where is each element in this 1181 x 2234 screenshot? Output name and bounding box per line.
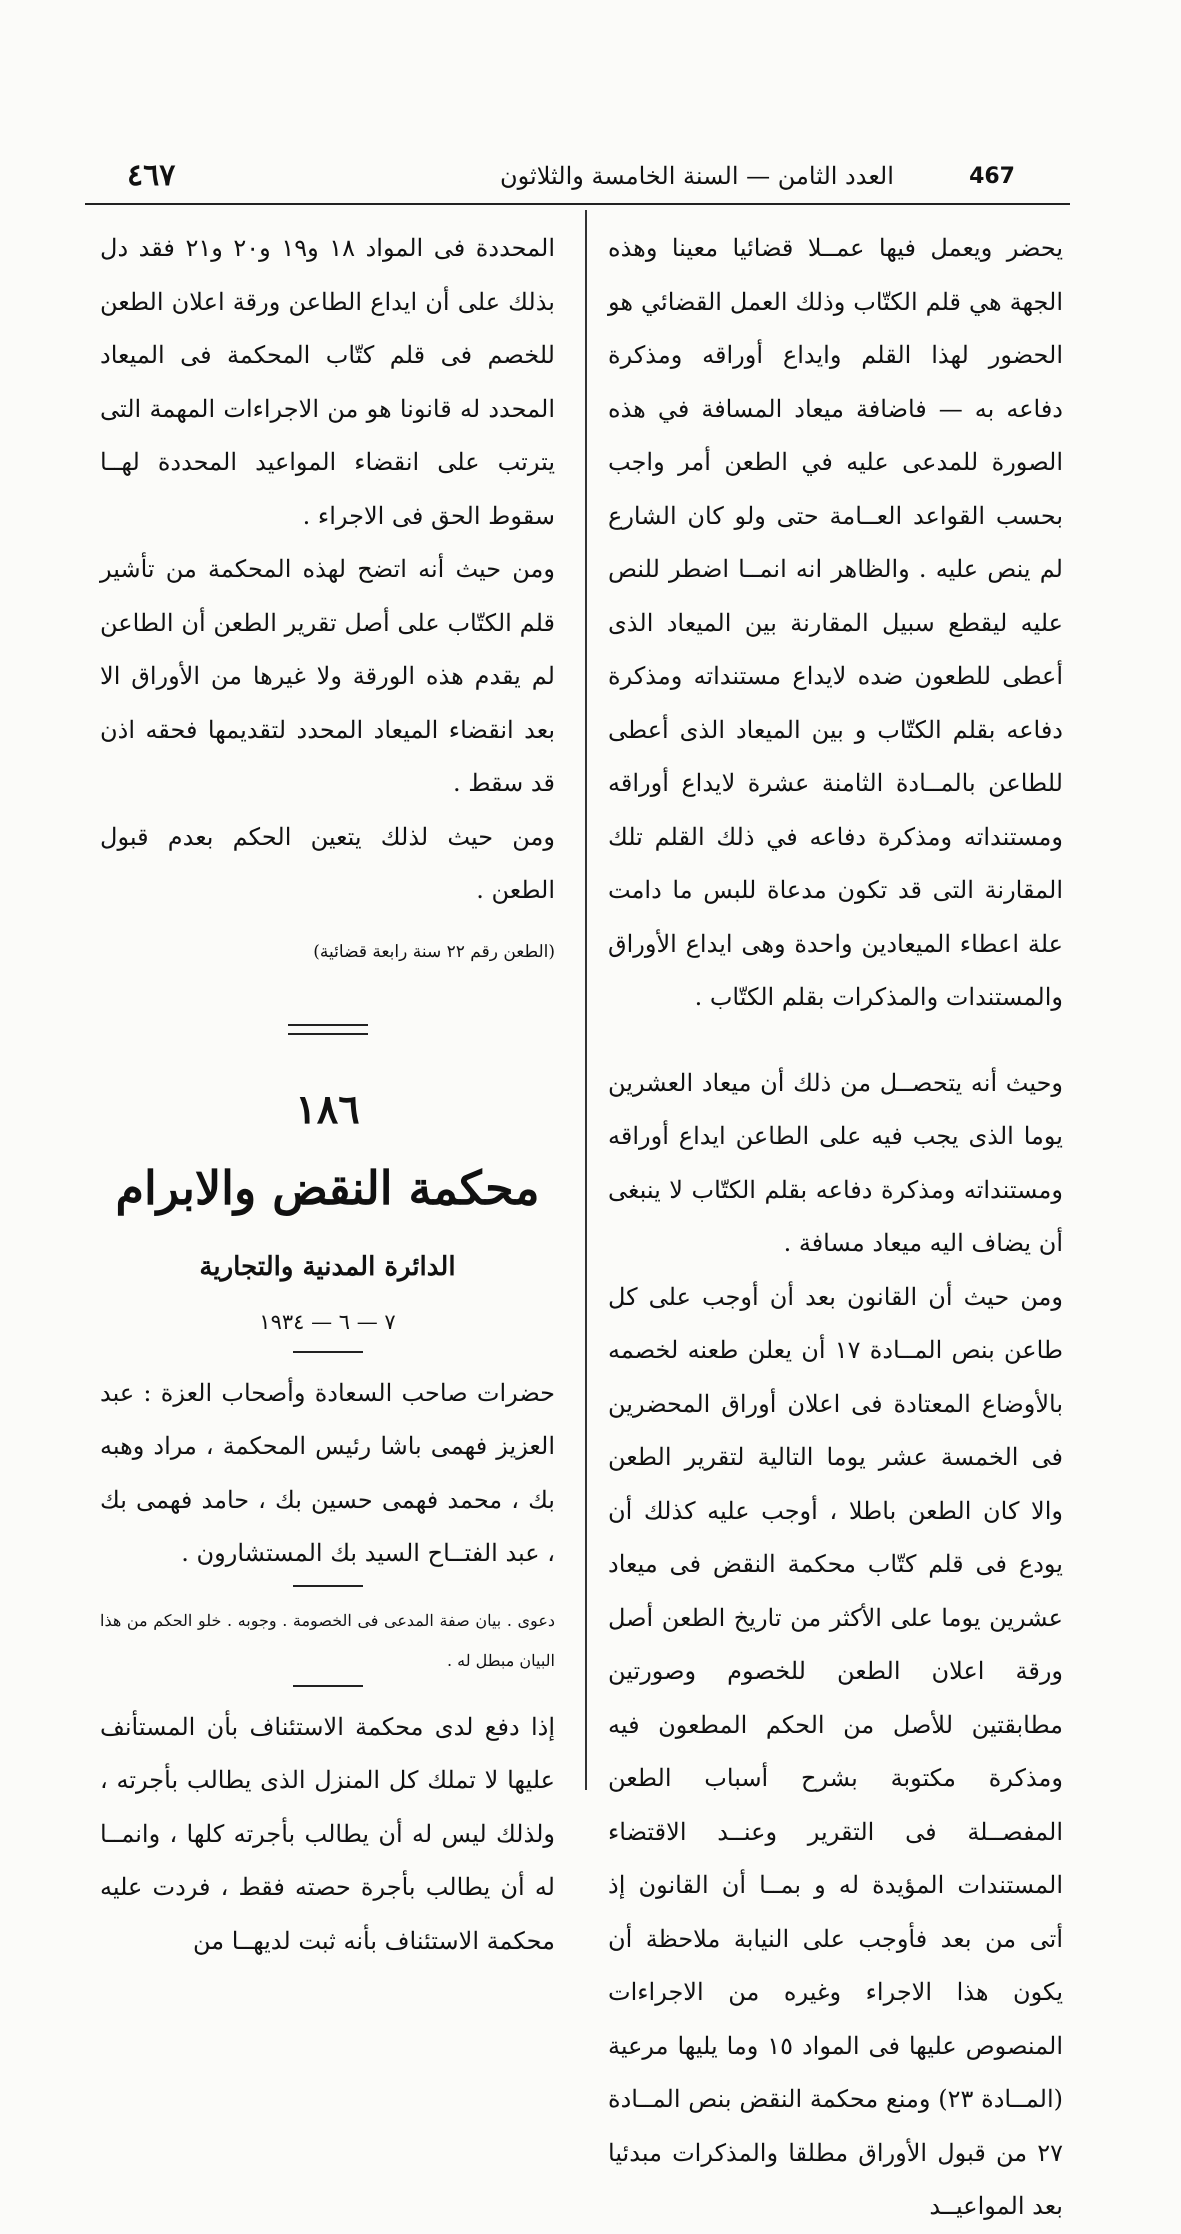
left-paragraph-3: ومن حيث لذلك يتعين الحكم بعدم قبول الطعن . [100,822,555,904]
page-header [95,158,1055,198]
right-column [608,222,1063,2234]
running-title: العدد الثامن — السنة الخامسة والثلاثون [500,162,894,190]
left-paragraph-2: ومن حيث أنه اتضح لهذه المحكمة من تأشير قلم الكتّاب على أصل تقرير الطعن أن الطاعن لم يقدم هذه الورقة ولا غيرها من الأوراق الا بعد انقضاء الميعاد المحدد لتقديمها فحقه اذن قد سقط . [100,555,555,797]
left-paragraph-1: المحددة فى المواد ١٨ و١٩ و٢٠ و٢١ فقد دل بذلك على أن ايداع الطاعن ورقة اعلان الطعن للخصم فى قلم كتّاب المحكمة فى الميعاد المحدد له قانونا هو من الاجراءات المهمة التى يترتب على انقضاء المواعيد المحددة لهــا سقوط الحق فى الاجراء . [100,234,556,530]
short-rule-1 [293,1351,363,1353]
page-number-latin: 467 [969,164,1015,189]
judgment-date: ٧ — ٦ — ١٩٣٤ [259,1309,396,1334]
page-number-arabic: ٤٦٧ [127,158,176,193]
right-paragraph-2: وحيث أنه يتحصــل من ذلك أن ميعاد العشرين يوما الذى يجب فيه على الطاعن ايداع أوراقه ومستنداته ومذكرة دفاعه بقلم الكتّاب لا ينبغى أن يضاف اليه ميعاد مسافة . [608,1068,1063,1257]
short-rule-2 [293,1585,363,1587]
column-divider [585,210,587,1790]
chamber-name: الدائرة المدنية والتجارية [199,1251,456,1282]
right-paragraph-1: يحضر ويعمل فيها عمــلا قضائيا معينا وهذه الجهة هي قلم الكتّاب وذلك العمل القضائي هو الحضور لهذا القلم وايداع أوراقه ومذكرة دفاعه به — فاضافة ميعاد المسافة في هذه الصورة للمدعى عليه في الطعن أمر واجب بحسب القواعد العــامة حتى ولو كان الشارع لم ينص عليه . والظاهر انه انمــا اضطر للنص عليه ليقطع سبيل المقارنة بين الميعاد الذى أعطى للطعون ضده لايداع مستنداته ومذكرة دفاعه بقلم الكتّاب و بين الميعاد الذى أعطى للطاعن بالمــادة الثامنة عشرة لايداع أوراقه ومستنداته ومذكرة دفاعه في ذلك القلم تلك المقارنة التى قد تكون مدعاة للبس ما دامت علة اعطاء الميعادين واحدة وهى ايداع الأوراق والمستندات والمذكرات بقلم الكتّاب . [608,234,1063,1011]
court-title: محكمة النقض والابرام [115,1160,540,1215]
ruling-text: إذا دفع لدى محكمة الاستئناف بأن المستأنف عليها لا تملك كل المنزل الذى يطالب بأجرته ، ولذلك ليس له أن يطالب بأجرته كلها ، وانمــا له أن يطالب بأجرة حصته فقط ، فردت عليه محكمة الاستئناف بأنه ثبت لديهــا من [100,1712,555,1955]
header-rule [85,203,1070,205]
left-column [100,222,555,1968]
panel-composition: حضرات صاحب السعادة وأصحاب العزة : عبد العزيز فهمى باشا رئيس المحكمة ، مراد وهبه بك ، محمد فهمى حسين بك ، حامد فهمى بك ، عبد الفتــاح السيد بك المستشارون . [100,1378,555,1567]
appeal-citation: (الطعن رقم ٢٢ سنة رابعة قضائية) [313,941,555,962]
section-double-rule [288,1024,368,1035]
right-paragraph-3: ومن حيث أن القانون بعد أن أوجب على كل طاعن بنص المــادة ١٧ أن يعلن طعنه لخصمه بالأوضاع المعتادة فى اعلان أوراق المحضرين فى الخمسة عشر يوما التالية لتقرير الطعن والا كان الطعن باطلا ، أوجب عليه كذلك أن يودع فى قلم كتّاب محكمة النقض فى ميعاد عشرين يوما على الأكثر من تاريخ الطعن أصل ورقة اعلان الطعن للخصوم وصورتين مطابقتين للأصل من الحكم المطعون فيه ومذكرة مكتوبة بشرح أسباب الطعن المفصــلة فى التقرير وعنــد الاقتضاء المستندات المؤيدة له و بمــا أن القانون إذ أتى من بعد فأوجب على النيابة ملاحظة أن يكون هذا الاجراء وغيره من الاجراءات المنصوص عليها فى المواد ١٥ وما يليها مرعية (المــادة ٢٣) ومنع محكمة النقض بنص المــادة ٢٧ من قبول الأوراق مطلقا والمذكرات مبدئيا بعد المواعيــد [608,1282,1063,2220]
case-number: ١٨٦ [295,1085,360,1133]
short-rule-3 [293,1685,363,1687]
headnote: دعوى . بيان صفة المدعى فى الخصومة . وجوبه . خلو الحكم من هذا البيان مبطل له . [100,1610,555,1670]
